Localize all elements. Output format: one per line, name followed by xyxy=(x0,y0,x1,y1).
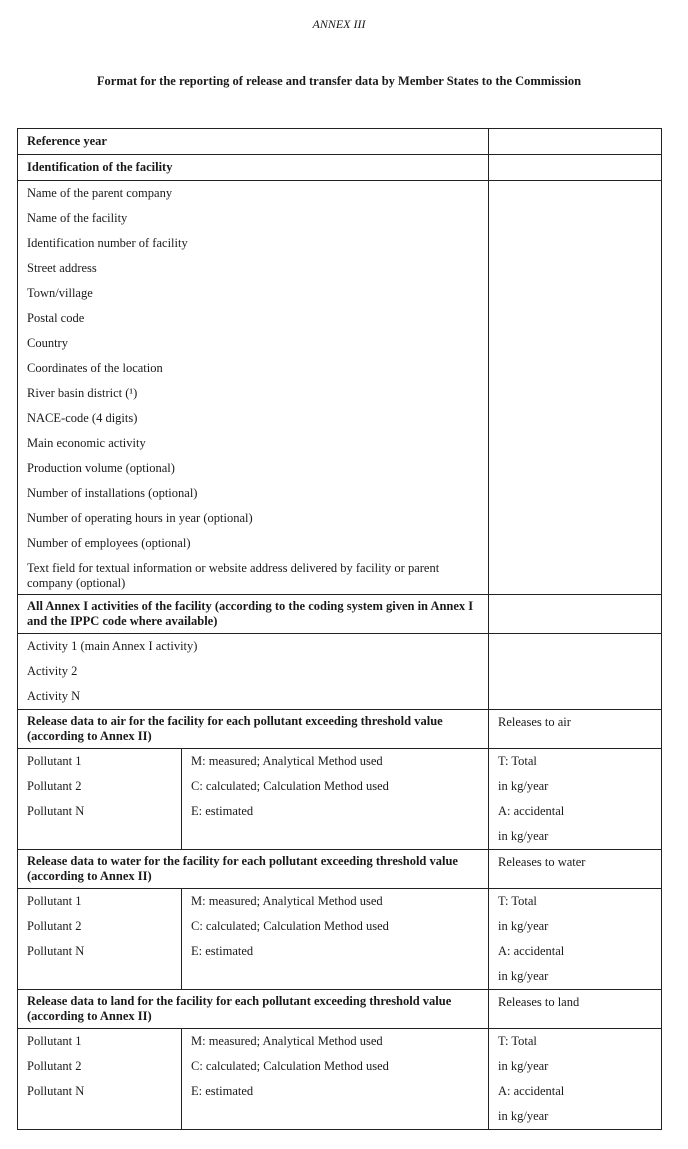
unit-item: in kg/year xyxy=(498,1109,549,1123)
unit-item: T: Total xyxy=(498,1034,537,1048)
method-item: E: estimated xyxy=(191,804,254,818)
identification-header: Identification of the facility xyxy=(27,160,173,174)
reference-year-label: Reference year xyxy=(27,134,107,148)
identification-item: Number of installations (optional) xyxy=(27,486,198,500)
identification-item: Name of the parent company xyxy=(27,186,173,200)
identification-item: Text field for textual information or website address delivered by facility or parent company (optional) xyxy=(27,561,440,590)
unit-item: T: Total xyxy=(498,754,537,768)
unit-item: in kg/year xyxy=(498,779,549,793)
identification-item: Name of the facility xyxy=(27,211,128,225)
identification-item: Country xyxy=(27,336,68,350)
unit-item: T: Total xyxy=(498,894,537,908)
unit-item: A: accidental xyxy=(498,804,565,818)
unit-item: in kg/year xyxy=(498,1059,549,1073)
unit-item: in kg/year xyxy=(498,969,549,983)
identification-item: NACE-code (4 digits) xyxy=(27,411,138,425)
pollutant-item: Pollutant 1 xyxy=(27,894,82,908)
pollutant-item: Pollutant 1 xyxy=(27,1034,82,1048)
air-release-header-row xyxy=(18,710,662,749)
water-release-right-header: Releases to water xyxy=(498,855,586,869)
pollutant-item: Pollutant 2 xyxy=(27,1059,82,1073)
activity-item: Activity 1 (main Annex I activity) xyxy=(27,639,198,653)
water-release-header: Release data to water for the facility for each pollutant exceeding threshold value (according to Annex II) xyxy=(27,854,458,883)
annex-label: ANNEX III xyxy=(312,17,366,31)
activities-header: All Annex I activities of the facility (according to the coding system given in Annex I and the IPPC code where available) xyxy=(27,599,474,628)
unit-item: in kg/year xyxy=(498,919,549,933)
method-item: E: estimated xyxy=(191,944,254,958)
reference-year-row xyxy=(18,129,662,155)
activity-item: Activity N xyxy=(27,689,81,703)
identification-item: Number of employees (optional) xyxy=(27,536,191,550)
land-release-header-row xyxy=(18,990,662,1029)
identification-item: Number of operating hours in year (optional) xyxy=(27,511,253,525)
land-release-body xyxy=(18,1029,662,1130)
method-item: C: calculated; Calculation Method used xyxy=(191,779,389,793)
method-item: C: calculated; Calculation Method used xyxy=(191,919,389,933)
air-release-header: Release data to air for the facility for each pollutant exceeding threshold value (according to Annex II) xyxy=(27,714,443,743)
air-release-body xyxy=(18,749,662,850)
pollutant-item: Pollutant 1 xyxy=(27,754,82,768)
land-release-right-header: Releases to land xyxy=(498,995,580,1009)
water-release-header-row xyxy=(18,850,662,889)
pollutant-item: Pollutant N xyxy=(27,1084,85,1098)
identification-item: Town/village xyxy=(27,286,93,300)
air-release-right-header: Releases to air xyxy=(498,715,571,729)
land-release-header: Release data to land for the facility for each pollutant exceeding threshold value (according to Annex II) xyxy=(27,994,452,1023)
reporting-format-table xyxy=(17,128,662,1130)
identification-item: Production volume (optional) xyxy=(27,461,175,475)
identification-header-row xyxy=(18,155,662,181)
pollutant-item: Pollutant N xyxy=(27,804,85,818)
identification-item: Identification number of facility xyxy=(27,236,188,250)
document-title: Format for the reporting of release and transfer data by Member States to the Commission xyxy=(96,74,582,88)
identification-item: River basin district (¹) xyxy=(27,386,138,400)
pollutant-item: Pollutant N xyxy=(27,944,85,958)
method-item: M: measured; Analytical Method used xyxy=(191,894,383,908)
unit-item: in kg/year xyxy=(498,829,549,843)
pollutant-item: Pollutant 2 xyxy=(27,779,82,793)
activities-block xyxy=(18,634,662,710)
identification-item: Postal code xyxy=(27,311,85,325)
method-item: M: measured; Analytical Method used xyxy=(191,1034,383,1048)
identification-item: Main economic activity xyxy=(27,436,146,450)
method-item: M: measured; Analytical Method used xyxy=(191,754,383,768)
activities-header-row xyxy=(18,595,662,634)
water-release-body xyxy=(18,889,662,990)
method-item: E: estimated xyxy=(191,1084,254,1098)
pollutant-item: Pollutant 2 xyxy=(27,919,82,933)
unit-item: A: accidental xyxy=(498,1084,565,1098)
activity-item: Activity 2 xyxy=(27,664,78,678)
identification-item: Coordinates of the location xyxy=(27,361,163,375)
identification-item: Street address xyxy=(27,261,97,275)
identification-block xyxy=(18,181,662,595)
method-item: C: calculated; Calculation Method used xyxy=(191,1059,389,1073)
unit-item: A: accidental xyxy=(498,944,565,958)
